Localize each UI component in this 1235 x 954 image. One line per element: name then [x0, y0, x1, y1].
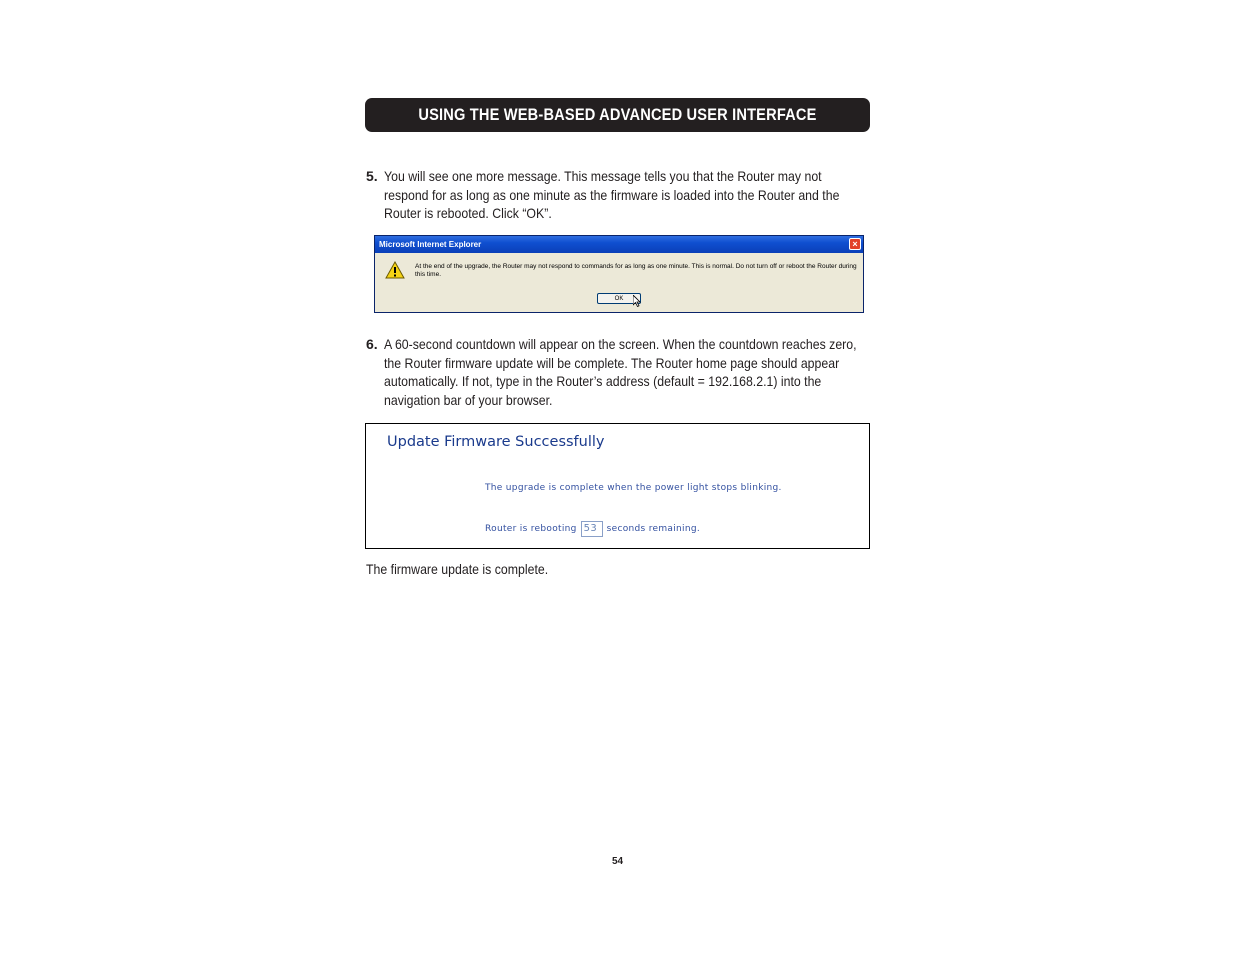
section-header — [365, 98, 870, 132]
countdown-field: 53 — [581, 521, 603, 537]
mouse-cursor-icon — [633, 295, 641, 307]
step-5 — [366, 167, 866, 223]
ie-alert-dialog — [374, 235, 864, 313]
dialog-title: Microsoft Internet Explorer — [379, 240, 482, 249]
closing-text: The firmware update is complete. — [366, 561, 549, 577]
page-number: 54 — [611, 856, 624, 867]
dialog-titlebar — [375, 236, 863, 253]
step-number: 5. — [366, 168, 378, 184]
upgrade-status-text: The upgrade is complete when the power light stops blinking. — [485, 483, 782, 493]
reboot-suffix: seconds remaining. — [606, 524, 701, 534]
firmware-update-panel — [365, 423, 870, 549]
section-title: USING THE WEB-BASED ADVANCED USER INTERFACE — [418, 105, 817, 124]
step-text: You will see one more message. This message tells you that the Router may not respond for as long as one minute as the firmware is loaded into the Router and the Router is rebooted. Click “OK”. — [384, 168, 840, 222]
reboot-status — [485, 521, 700, 537]
ok-button[interactable]: OK — [597, 293, 641, 304]
dialog-message: At the end of the upgrade, the Router may not respond to commands for as long as one minute. This is normal. Do not turn off or reboot the Router during this time. — [415, 263, 857, 278]
panel-title: Update Firmware Successfully — [387, 434, 605, 450]
step-text: A 60-second countdown will appear on the screen. When the countdown reaches zero, the Router firmware update will be complete. The Router home page should appear automatically. If not, type in the Router’s address (default = 192.168.2.1) into the navigation bar of your browser. — [384, 336, 857, 409]
step-number: 6. — [366, 336, 378, 352]
reboot-prefix: Router is rebooting — [485, 524, 577, 534]
close-icon[interactable]: × — [849, 238, 861, 250]
warning-icon — [385, 261, 405, 279]
step-6 — [366, 335, 866, 410]
